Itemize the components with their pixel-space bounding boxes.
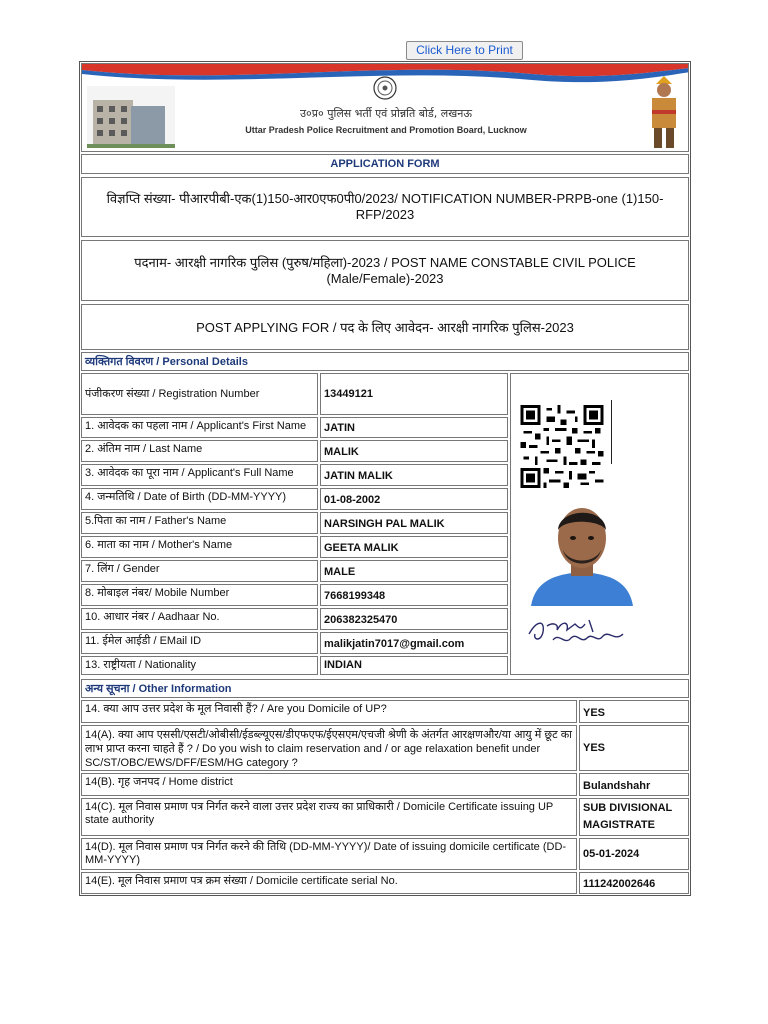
police-emblem-icon <box>373 76 397 100</box>
value-home-district: Bulandshahr <box>579 773 689 796</box>
print-button[interactable]: Click Here to Print <box>406 41 523 60</box>
value-aadhaar: 206382325470 <box>320 608 508 630</box>
header-banner <box>81 63 689 152</box>
value-nationality: INDIAN <box>320 656 508 675</box>
value-reservation-claim: YES <box>579 725 689 771</box>
label-mobile-number: 8. मोबाइल नंबर/ Mobile Number <box>81 584 318 606</box>
label-gender: 7. लिंग / Gender <box>81 560 318 582</box>
label-domicile-date: 14(D). मूल निवास प्रमाण पत्र निर्गत करने की तिथि (DD-MM-YYYY)/ Date of issuing domicile certificate (DD-MM-YYYY) <box>81 838 577 870</box>
value-first-name: JATIN <box>320 417 508 438</box>
label-nationality: 13. राष्ट्रीयता / Nationality <box>81 656 318 675</box>
value-date-of-birth: 01-08-2002 <box>320 488 508 510</box>
other-information-heading: अन्य सूचना / Other Information <box>81 679 689 698</box>
value-gender: MALE <box>320 560 508 582</box>
label-domicile-serial: 14(E). मूल निवास प्रमाण पत्र क्रम संख्या / Domicile certificate serial No. <box>81 872 577 894</box>
police-officer-image <box>642 74 686 150</box>
value-domicile-date: 05-01-2024 <box>579 838 689 870</box>
value-domicile-authority: SUB DIVISIONAL MAGISTRATE <box>579 798 689 836</box>
photo-qr-signature-panel <box>510 373 689 675</box>
label-domicile-up: 14. क्या आप उत्तर प्रदेश के मूल निवासी हैं? / Are you Domicile of UP? <box>81 700 577 723</box>
value-full-name: JATIN MALIK <box>320 464 508 486</box>
value-email: malikjatin7017@gmail.com <box>320 632 508 654</box>
post-name: पदनाम- आरक्षी नागरिक पुलिस (पुरुष/महिला)-2023 / POST NAME CONSTABLE CIVIL POLICE (Male/Female)-2023 <box>81 240 689 301</box>
label-last-name: 2. अंतिम नाम / Last Name <box>81 440 318 462</box>
label-full-name: 3. आवेदक का पूरा नाम / Applicant's Full Name <box>81 464 318 486</box>
value-domicile-serial: 111242002646 <box>579 872 689 894</box>
label-home-district: 14(B). गृह जनपद / Home district <box>81 773 577 796</box>
value-mobile-number: 7668199348 <box>320 584 508 606</box>
value-fathers-name: NARSINGH PAL MALIK <box>320 512 508 534</box>
label-email: 11. ईमेल आईडी / EMail ID <box>81 632 318 654</box>
board-name-english: Uttar Pradesh Police Recruitment and Promotion Board, Lucknow <box>245 125 527 135</box>
qr-divider <box>611 400 612 464</box>
qr-code-image <box>519 405 605 488</box>
label-mothers-name: 6. माता का नाम / Mother's Name <box>81 536 318 558</box>
label-fathers-name: 5.पिता का नाम / Father's Name <box>81 512 318 534</box>
label-registration-number: पंजीकरण संख्या / Registration Number <box>81 373 318 415</box>
form-title: APPLICATION FORM <box>81 154 689 174</box>
label-reservation-claim: 14(A). क्या आप एससी/एसटी/ओबीसी/ईडब्ल्यूएस/डीएफएफ/ईएसएम/एचजी श्रेणी के अंतर्गत आरक्षणऔर/या आयु में छूट का लाभ प्राप्त करना चाहते हैं ? / Do you wish to claim reservation and / or age relaxation benefit under SC/ST/OBC/EWS/DFF/ESM/HG category ? <box>81 725 577 771</box>
label-aadhaar: 10. आधार नंबर / Aadhaar No. <box>81 608 318 630</box>
board-name-hindi: उ०प्र० पुलिस भर्ती एवं प्रोन्नति बोर्ड, लखनऊ <box>300 107 472 120</box>
notification-number: विज्ञप्ति संख्या- पीआरपीबी-एक(1)150-आर0एफ0पी0/2023/ NOTIFICATION NUMBER-PRPB-one (1)150-RFP/2023 <box>81 177 689 237</box>
value-registration-number: 13449121 <box>320 373 508 415</box>
post-applying-for: POST APPLYING FOR / पद के लिए आवेदन- आरक्षी नागरिक पुलिस-2023 <box>81 304 689 350</box>
applicant-photo <box>513 498 651 606</box>
label-date-of-birth: 4. जन्मतिथि / Date of Birth (DD-MM-YYYY) <box>81 488 318 510</box>
value-last-name: MALIK <box>320 440 508 462</box>
personal-details-heading: व्यक्तिगत विवरण / Personal Details <box>81 352 689 371</box>
value-mothers-name: GEETA MALIK <box>320 536 508 558</box>
value-domicile-up: YES <box>579 700 689 723</box>
label-first-name: 1. आवेदक का पहला नाम / Applicant's First Name <box>81 417 318 438</box>
applicant-signature <box>523 612 633 648</box>
label-domicile-authority: 14(C). मूल निवास प्रमाण पत्र निर्गत करने वाला उत्तर प्रदेश राज्य का प्राधिकारी / Domicile Certificate issuing UP state authority <box>81 798 577 836</box>
